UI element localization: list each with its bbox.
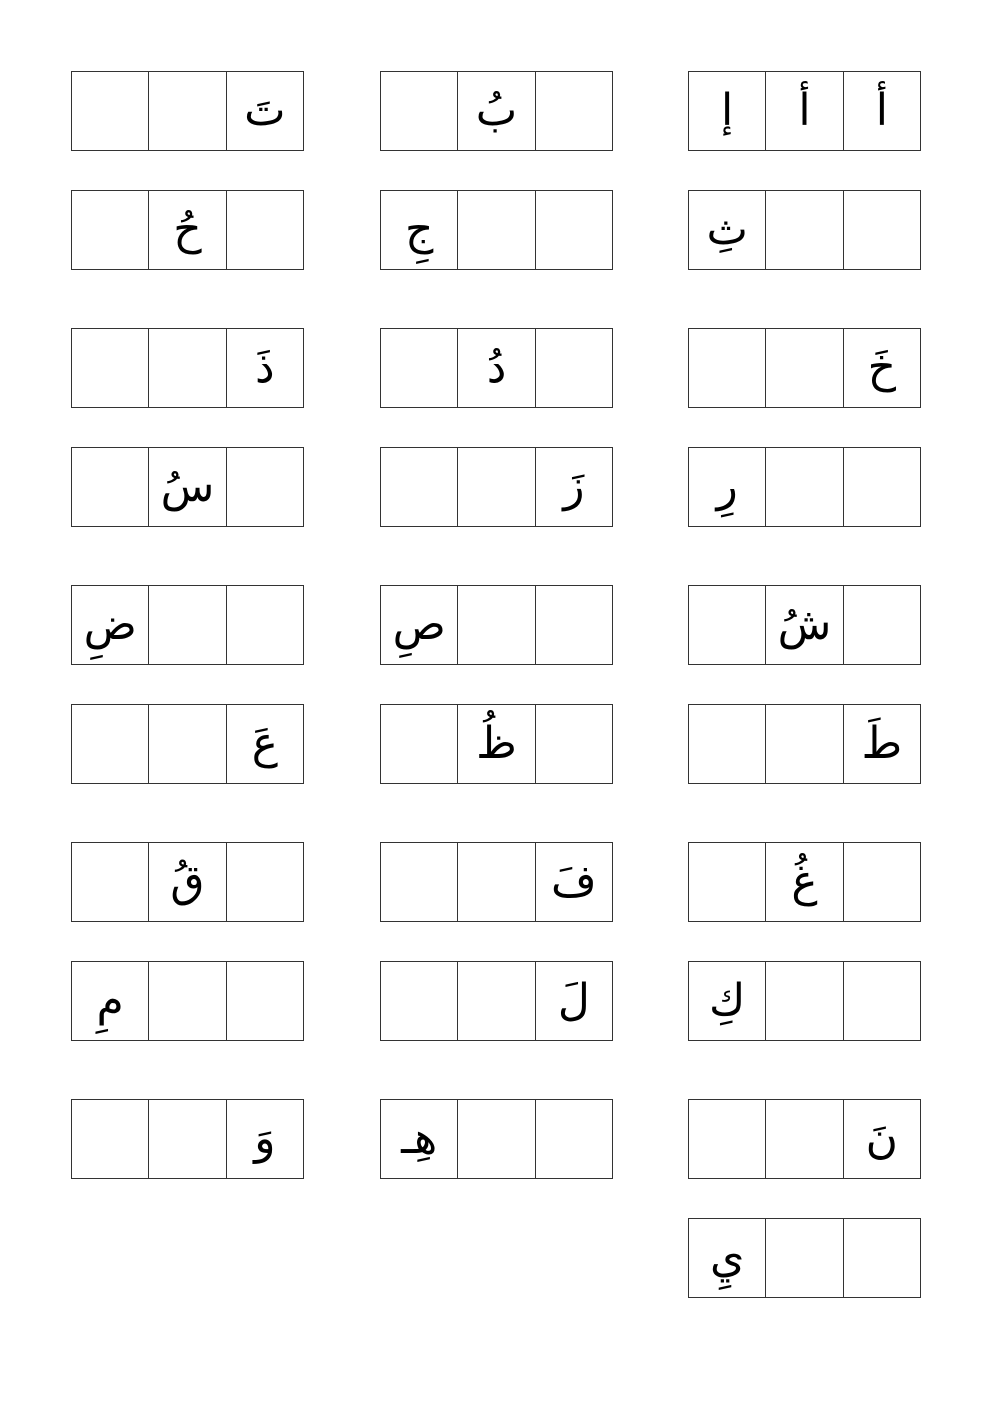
arabic-letter: س [160, 461, 215, 512]
arabic-letter: ص [392, 599, 446, 650]
empty-writing-cell[interactable] [457, 586, 534, 664]
empty-writing-cell[interactable] [765, 448, 842, 526]
letter-box [380, 1099, 613, 1179]
empty-writing-cell[interactable] [226, 448, 303, 526]
letter-box [688, 585, 921, 665]
letter-box [71, 961, 304, 1041]
empty-writing-cell[interactable] [765, 705, 842, 783]
empty-writing-cell[interactable] [765, 329, 842, 407]
letter-box [688, 1099, 921, 1179]
empty-writing-cell[interactable] [765, 1100, 842, 1178]
arabic-letter: ل [557, 975, 590, 1026]
letter-box [71, 704, 304, 784]
empty-writing-cell[interactable] [457, 962, 534, 1040]
empty-writing-cell[interactable] [457, 1100, 534, 1178]
letter-cell [535, 962, 612, 1040]
empty-writing-cell[interactable] [843, 448, 920, 526]
letter-cell [843, 705, 920, 783]
arabic-letter: ط [861, 718, 903, 769]
empty-writing-cell[interactable] [689, 843, 765, 921]
empty-writing-cell[interactable] [381, 329, 457, 407]
empty-writing-cell[interactable] [72, 448, 148, 526]
empty-writing-cell[interactable] [72, 1100, 148, 1178]
arabic-letter: ي [709, 1232, 745, 1283]
empty-writing-cell[interactable] [381, 72, 457, 150]
letter-cell [72, 586, 148, 664]
letter-box [71, 585, 304, 665]
letter-box [71, 447, 304, 527]
letter-cell [148, 448, 225, 526]
arabic-letter: إ [721, 85, 734, 136]
letter-cell [381, 191, 457, 269]
letter-cell [457, 329, 534, 407]
letter-cell [148, 843, 225, 921]
letter-cell [843, 72, 920, 150]
letter-box [71, 842, 304, 922]
letter-box [688, 447, 921, 527]
arabic-letter: هـ [401, 1113, 438, 1164]
letter-box [380, 704, 613, 784]
letter-cell [689, 962, 765, 1040]
empty-writing-cell[interactable] [535, 329, 612, 407]
letter-box [380, 328, 613, 408]
empty-writing-cell[interactable] [148, 586, 225, 664]
arabic-letter: ع [251, 718, 278, 769]
empty-writing-cell[interactable] [535, 586, 612, 664]
letter-box [380, 71, 613, 151]
arabic-letter: د [486, 342, 507, 393]
arabic-letter: ت [244, 85, 286, 136]
letter-box [688, 842, 921, 922]
arabic-letter: غ [791, 856, 818, 907]
letter-box [380, 961, 613, 1041]
letter-box [380, 190, 613, 270]
empty-writing-cell[interactable] [72, 329, 148, 407]
letter-box [688, 704, 921, 784]
letter-cell [72, 962, 148, 1040]
empty-writing-cell[interactable] [535, 1100, 612, 1178]
empty-writing-cell[interactable] [689, 1100, 765, 1178]
arabic-letter: و [254, 1113, 276, 1164]
letter-box [688, 71, 921, 151]
arabic-letter: ق [170, 856, 205, 907]
empty-writing-cell[interactable] [843, 962, 920, 1040]
letter-cell [226, 705, 303, 783]
arabic-letter: أ [798, 85, 811, 136]
arabic-letter: ز [563, 461, 585, 512]
arabic-letter: ذ [255, 342, 275, 393]
arabic-letter: ح [173, 204, 202, 255]
letter-cell [148, 191, 225, 269]
arabic-letter: ض [83, 599, 137, 650]
empty-writing-cell[interactable] [765, 1219, 842, 1297]
letter-box [71, 71, 304, 151]
letter-cell [535, 448, 612, 526]
arabic-letter: ن [865, 1113, 898, 1164]
empty-writing-cell[interactable] [457, 448, 534, 526]
empty-writing-cell[interactable] [226, 962, 303, 1040]
letter-box [688, 190, 921, 270]
empty-writing-cell[interactable] [843, 191, 920, 269]
arabic-letter: ش [777, 599, 832, 650]
arabic-letter: خ [867, 342, 897, 393]
letter-cell [843, 1100, 920, 1178]
empty-writing-cell[interactable] [72, 72, 148, 150]
letter-cell [765, 843, 842, 921]
empty-writing-cell[interactable] [148, 329, 225, 407]
empty-writing-cell[interactable] [535, 705, 612, 783]
empty-writing-cell[interactable] [381, 843, 457, 921]
empty-writing-cell[interactable] [535, 191, 612, 269]
letter-cell [689, 191, 765, 269]
letter-cell [226, 329, 303, 407]
letter-cell [381, 1100, 457, 1178]
empty-writing-cell[interactable] [72, 843, 148, 921]
letter-cell [457, 705, 534, 783]
letter-cell [689, 448, 765, 526]
empty-writing-cell[interactable] [381, 705, 457, 783]
empty-writing-cell[interactable] [148, 72, 225, 150]
letter-cell [535, 843, 612, 921]
arabic-letter: ك [709, 975, 746, 1026]
letter-box [688, 1218, 921, 1298]
empty-writing-cell[interactable] [843, 586, 920, 664]
letter-box [71, 1099, 304, 1179]
empty-writing-cell[interactable] [226, 586, 303, 664]
letter-cell [765, 72, 842, 150]
empty-writing-cell[interactable] [148, 1100, 225, 1178]
letter-box [380, 447, 613, 527]
empty-writing-cell[interactable] [381, 448, 457, 526]
letter-cell [689, 1219, 765, 1297]
empty-writing-cell[interactable] [148, 705, 225, 783]
arabic-letter: أ [875, 85, 888, 136]
letter-box [71, 190, 304, 270]
empty-writing-cell[interactable] [843, 843, 920, 921]
empty-writing-cell[interactable] [689, 705, 765, 783]
letter-cell [226, 1100, 303, 1178]
arabic-letter: ج [404, 204, 434, 255]
empty-writing-cell[interactable] [381, 962, 457, 1040]
empty-writing-cell[interactable] [457, 191, 534, 269]
empty-writing-cell[interactable] [535, 72, 612, 150]
arabic-letter: ف [551, 856, 597, 907]
empty-writing-cell[interactable] [689, 586, 765, 664]
empty-writing-cell[interactable] [765, 962, 842, 1040]
letter-cell [457, 72, 534, 150]
arabic-letter: ظ [476, 718, 517, 769]
letter-cell [765, 586, 842, 664]
letter-cell [381, 586, 457, 664]
letter-box [380, 842, 613, 922]
empty-writing-cell[interactable] [72, 191, 148, 269]
empty-writing-cell[interactable] [765, 191, 842, 269]
letter-cell [843, 329, 920, 407]
empty-writing-cell[interactable] [843, 1219, 920, 1297]
letter-box [71, 328, 304, 408]
arabic-letter: ب [475, 85, 518, 136]
empty-writing-cell[interactable] [226, 843, 303, 921]
letter-cell [689, 72, 765, 150]
arabic-letter: م [96, 975, 124, 1026]
letter-box [688, 328, 921, 408]
empty-writing-cell[interactable] [148, 962, 225, 1040]
letter-cell [226, 72, 303, 150]
letter-box [380, 585, 613, 665]
empty-writing-cell[interactable] [689, 329, 765, 407]
empty-writing-cell[interactable] [457, 843, 534, 921]
letter-box [688, 961, 921, 1041]
empty-writing-cell[interactable] [226, 191, 303, 269]
empty-writing-cell[interactable] [72, 705, 148, 783]
arabic-letter: ث [706, 204, 748, 255]
arabic-letter: ر [716, 461, 738, 512]
